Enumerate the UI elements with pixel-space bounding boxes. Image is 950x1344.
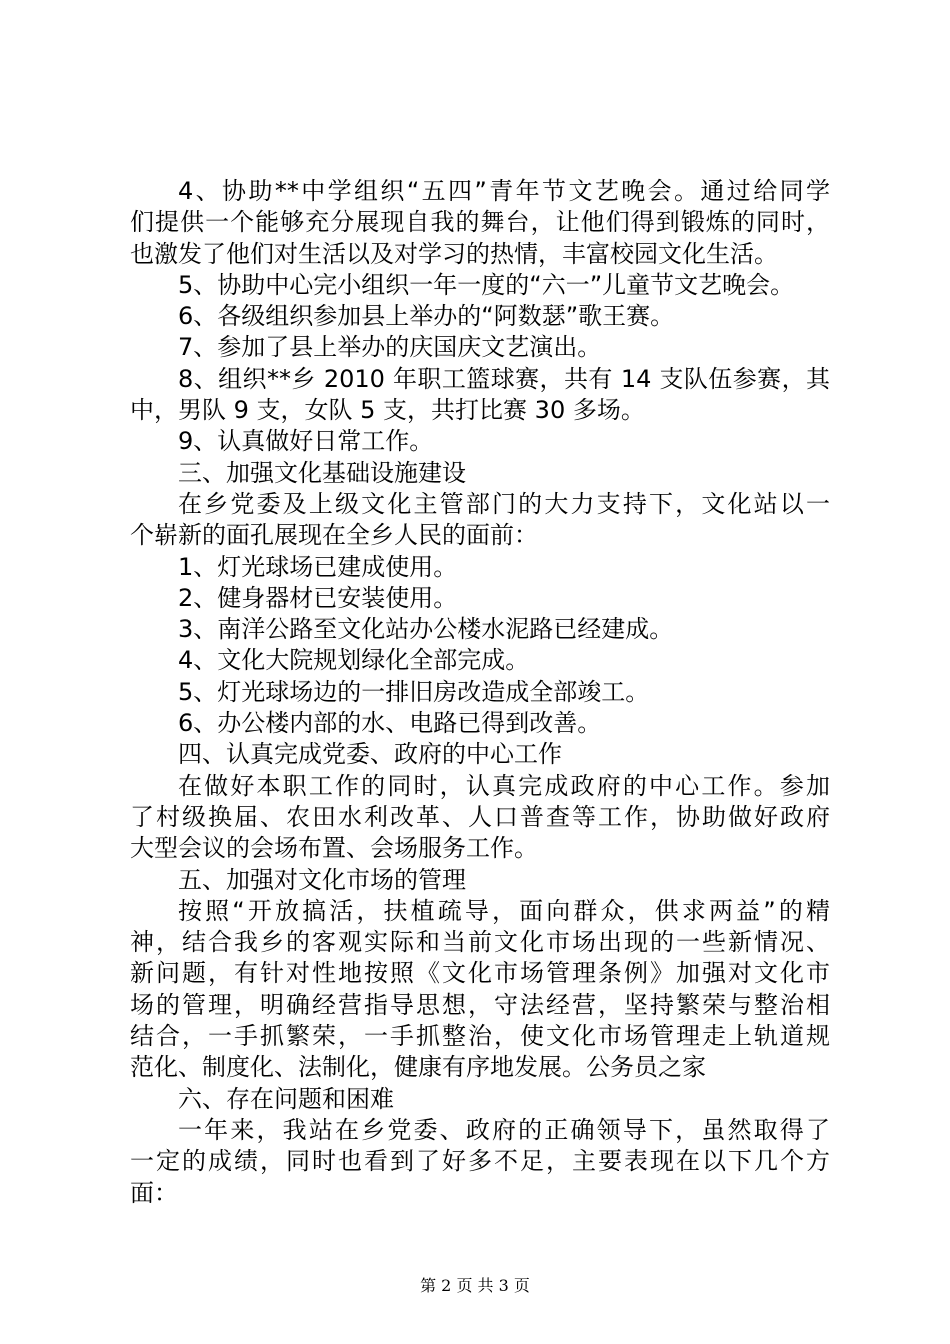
- text-line: 们提供一个能够充分展现自我的舞台，让他们得到锻炼的同时，: [130, 208, 830, 237]
- text-line: 4、协助**中学组织“五四”青年节文艺晚会。通过给同学: [178, 177, 830, 205]
- text-line: 按照“开放搞活，扶植疏导，面向群众，供求两益”的精: [178, 896, 830, 925]
- text-line: 2、健身器材已安装使用。: [178, 583, 458, 612]
- text-line: 5、灯光球场边的一排旧房改造成全部竣工。: [178, 677, 650, 706]
- text-line: 4、文化大院规划绿化全部完成。: [178, 646, 530, 675]
- text-line: 神，结合我乡的客观实际和当前文化市场出现的一些新情况、: [130, 928, 830, 957]
- text-line: 一定的成绩，同时也看到了好多不足，主要表现在以下几个方: [130, 1147, 830, 1176]
- text-line: 1、灯光球场已建成使用。: [178, 552, 458, 581]
- text-line: 一年来，我站在乡党委、政府的正确领导下，虽然取得了: [178, 1115, 830, 1144]
- text-line: 在做好本职工作的同时，认真完成政府的中心工作。参加: [178, 771, 830, 800]
- text-line: 在乡党委及上级文化主管部门的大力支持下，文化站以一: [178, 489, 830, 518]
- text-line: 了村级换届、农田水利改革、人口普查等工作，协助做好政府: [130, 802, 830, 831]
- text-line: 面：: [130, 1178, 178, 1207]
- text-line: 8、组织**乡 2010 年职工篮球赛，共有 14 支队伍参赛，其: [178, 364, 830, 393]
- text-line: 场的管理，明确经营指导思想，守法经营，坚持繁荣与整治相: [130, 990, 830, 1019]
- text-line: 六、存在问题和困难: [178, 1084, 394, 1113]
- text-line: 也激发了他们对生活以及对学习的热情，丰富校园文化生活。: [130, 239, 778, 268]
- page-footer: 第 2 页 共 3 页: [420, 1276, 530, 1295]
- text-line: 四、认真完成党委、政府的中心工作: [178, 740, 562, 769]
- text-line: 7、参加了县上举办的庆国庆文艺演出。: [178, 333, 602, 362]
- text-line: 结合，一手抓繁荣，一手抓整治，使文化市场管理走上轨道规: [130, 1022, 830, 1051]
- text-line: 个崭新的面孔展现在全乡人民的面前：: [130, 521, 538, 550]
- text-line: 中，男队 9 支，女队 5 支，共打比赛 30 多场。: [130, 396, 645, 425]
- document-body: [130, 176, 830, 1209]
- text-line: 三、加强文化基础设施建设: [178, 458, 466, 487]
- text-line: 新问题，有针对性地按照《文化市场管理条例》加强对文化市: [130, 959, 830, 988]
- text-line: 5、协助中心完小组织一年一度的“六一”儿童节文艺晚会。: [178, 270, 795, 299]
- text-line: 3、南洋公路至文化站办公楼水泥路已经建成。: [178, 615, 674, 644]
- text-line: 五、加强对文化市场的管理: [178, 865, 466, 894]
- text-line: 6、办公楼内部的水、电路已得到改善。: [178, 709, 602, 738]
- text-line: 6、各级组织参加县上举办的“阿数瑟”歌王赛。: [178, 302, 675, 331]
- text-line: 范化、制度化、法制化，健康有序地发展。公务员之家: [130, 1053, 706, 1082]
- text-line: 大型会议的会场布置、会场服务工作。: [130, 834, 538, 863]
- text-line: 9、认真做好日常工作。: [178, 427, 434, 456]
